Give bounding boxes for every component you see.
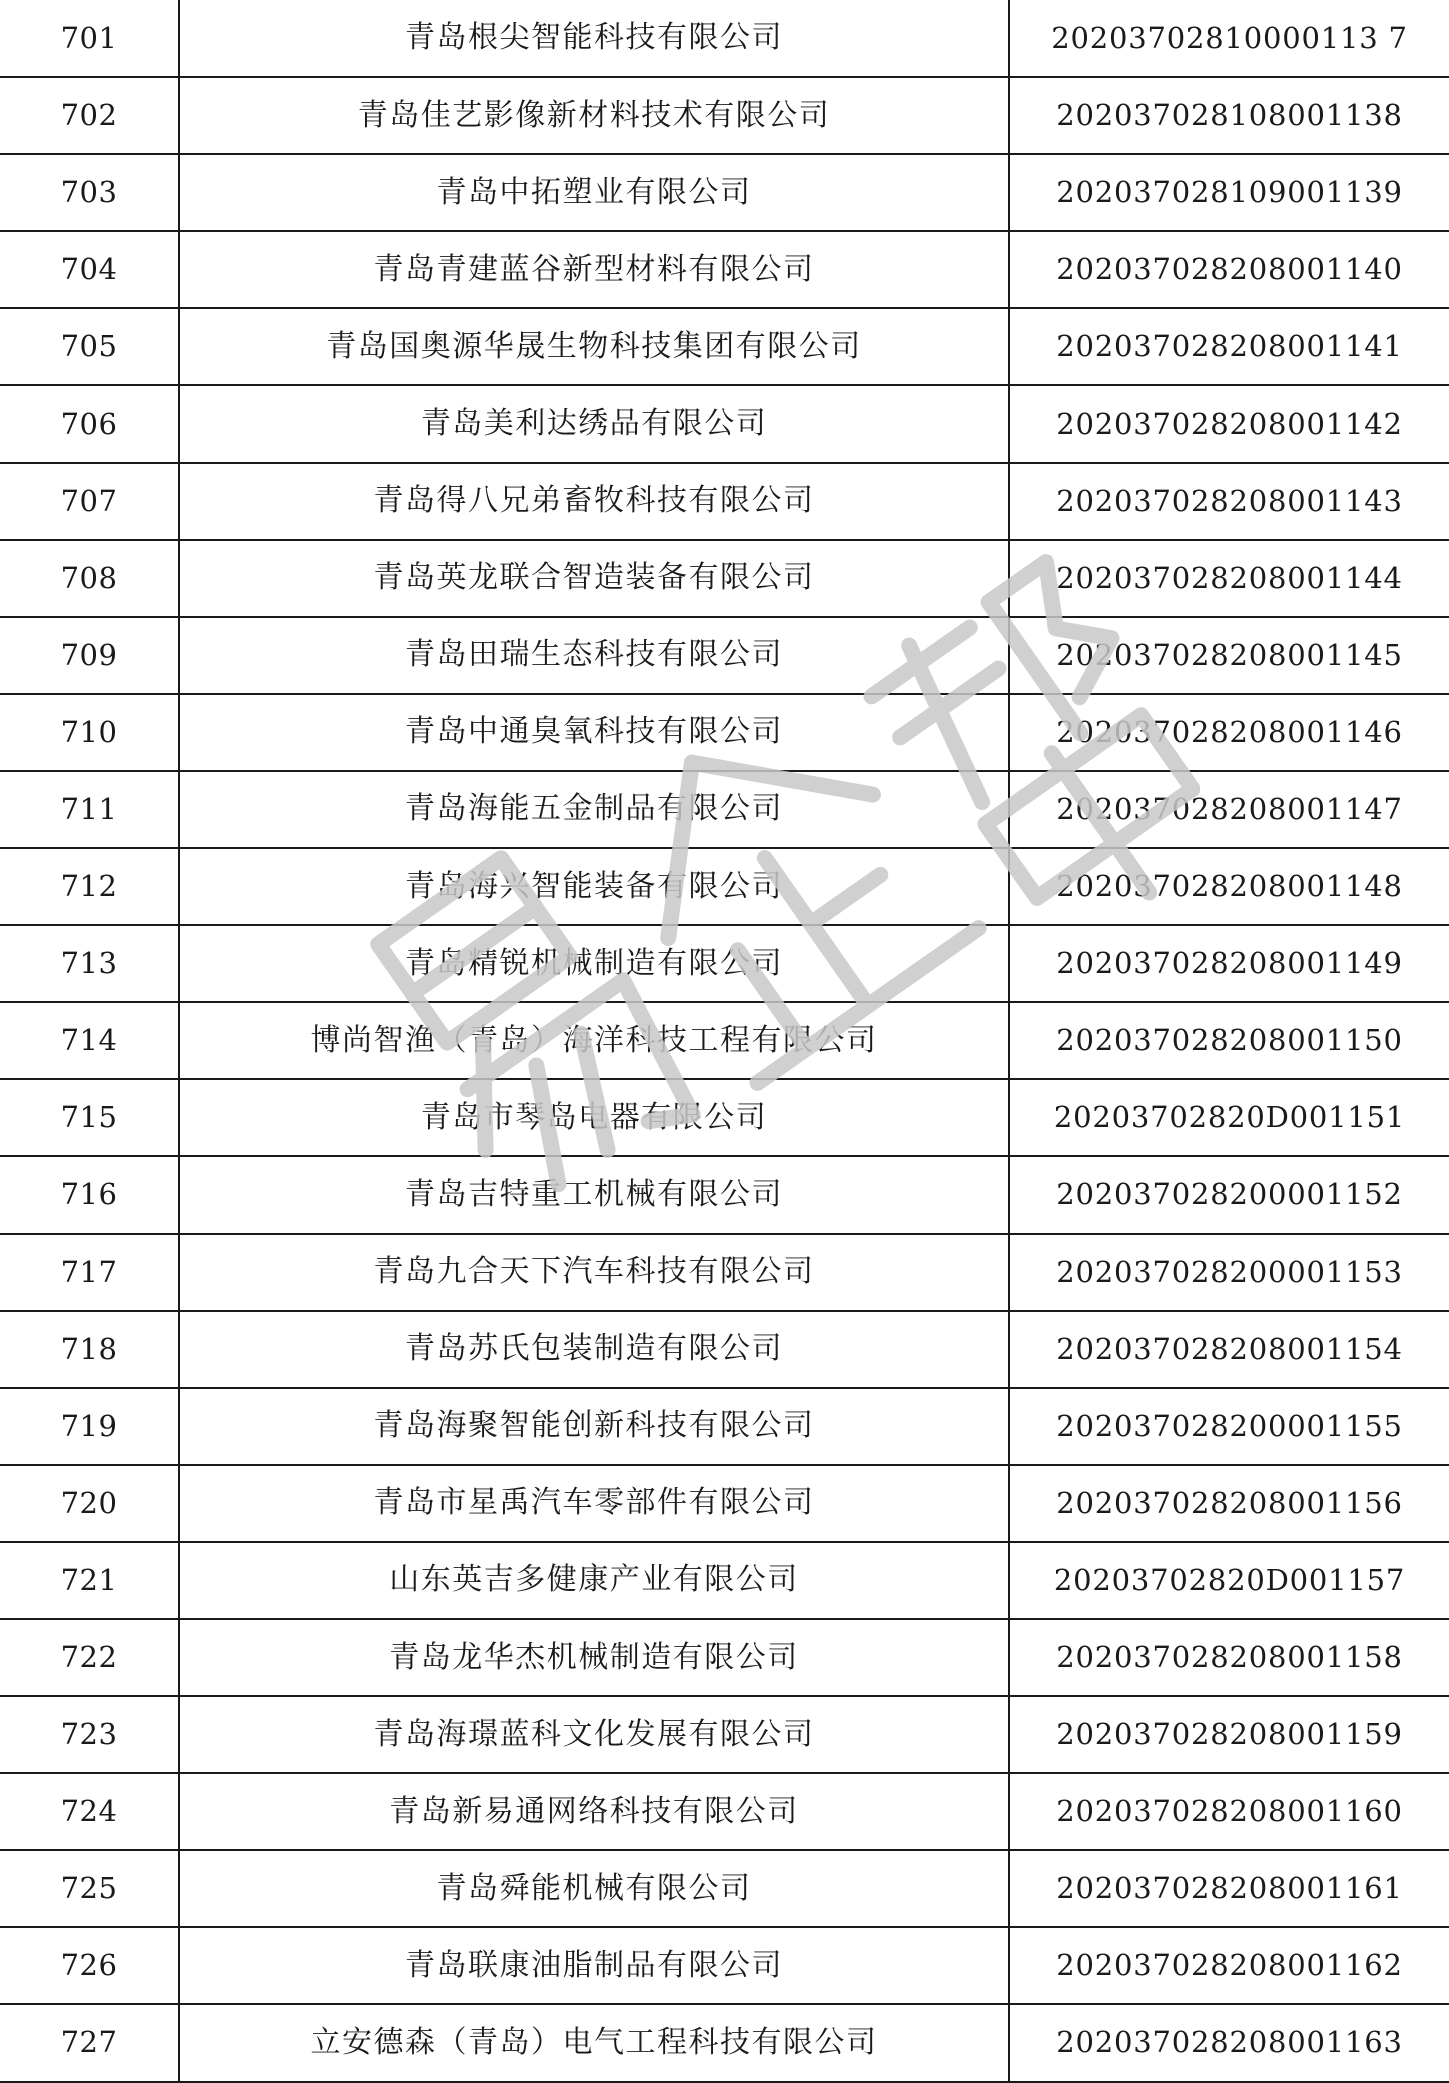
- row-number-cell: 721: [0, 1542, 179, 1619]
- company-name-cell: 青岛新易通网络科技有限公司: [179, 1773, 1009, 1850]
- table-row: [0, 617, 1449, 694]
- table-row: [0, 463, 1449, 540]
- registration-code-cell: 202037028208001149: [1009, 925, 1449, 1002]
- registration-code-cell: 202037028208001163: [1009, 2004, 1449, 2081]
- table-row: [0, 1927, 1449, 2004]
- registration-code-cell: 202037028208001156: [1009, 1465, 1449, 1542]
- company-name-cell: 青岛海璟蓝科文化发展有限公司: [179, 1696, 1009, 1773]
- table-row: [0, 1311, 1449, 1388]
- row-number-cell: 714: [0, 1002, 179, 1079]
- registration-code-cell: 202037028208001161: [1009, 1850, 1449, 1927]
- table-row: [0, 771, 1449, 848]
- company-name-cell: 青岛市琴岛电器有限公司: [179, 1079, 1009, 1156]
- registration-code-cell: 202037028208001146: [1009, 694, 1449, 771]
- registration-code-cell: 202037028208001154: [1009, 1311, 1449, 1388]
- row-number-cell: 720: [0, 1465, 179, 1542]
- registration-code-cell: 202037028208001140: [1009, 231, 1449, 308]
- table-row: [0, 1388, 1449, 1465]
- company-name-cell: 青岛中拓塑业有限公司: [179, 154, 1009, 231]
- row-number-cell: 707: [0, 463, 179, 540]
- row-number-cell: 718: [0, 1311, 179, 1388]
- row-number-cell: 708: [0, 540, 179, 617]
- company-name-cell: 青岛美利达绣品有限公司: [179, 385, 1009, 462]
- table-row: [0, 1850, 1449, 1927]
- table-row: [0, 1234, 1449, 1311]
- registration-code-cell: 202037028208001159: [1009, 1696, 1449, 1773]
- company-name-cell: 青岛吉特重工机械有限公司: [179, 1156, 1009, 1233]
- registration-code-cell: 202037028208001142: [1009, 385, 1449, 462]
- company-name-cell: 立安德森（青岛）电气工程科技有限公司: [179, 2004, 1009, 2081]
- registration-code-cell: 202037028208001141: [1009, 308, 1449, 385]
- company-name-cell: 青岛得八兄弟畜牧科技有限公司: [179, 463, 1009, 540]
- row-number-cell: 715: [0, 1079, 179, 1156]
- registration-code-cell: 20203702810000113 7: [1009, 0, 1449, 77]
- table-row: [0, 77, 1449, 154]
- company-name-cell: 青岛精锐机械制造有限公司: [179, 925, 1009, 1002]
- registration-code-cell: 202037028108001138: [1009, 77, 1449, 154]
- company-name-cell: 青岛佳艺影像新材料技术有限公司: [179, 77, 1009, 154]
- row-number-cell: 726: [0, 1927, 179, 2004]
- company-name-cell: 青岛海兴智能装备有限公司: [179, 848, 1009, 925]
- row-number-cell: 722: [0, 1619, 179, 1696]
- table-row: [0, 1696, 1449, 1773]
- registration-code-cell: 202037028200001152: [1009, 1156, 1449, 1233]
- table-row: [0, 1542, 1449, 1619]
- company-name-cell: 青岛田瑞生态科技有限公司: [179, 617, 1009, 694]
- row-number-cell: 710: [0, 694, 179, 771]
- table-row: [0, 694, 1449, 771]
- row-number-cell: 727: [0, 2004, 179, 2081]
- row-number-cell: 705: [0, 308, 179, 385]
- registration-code-cell: 202037028208001147: [1009, 771, 1449, 848]
- table-row: [0, 1773, 1449, 1850]
- row-number-cell: 712: [0, 848, 179, 925]
- company-name-cell: 青岛舜能机械有限公司: [179, 1850, 1009, 1927]
- row-number-cell: 719: [0, 1388, 179, 1465]
- table-row: [0, 1079, 1449, 1156]
- registration-code-cell: 202037028208001150: [1009, 1002, 1449, 1079]
- registration-code-cell: 202037028200001155: [1009, 1388, 1449, 1465]
- table-row: [0, 308, 1449, 385]
- row-number-cell: 717: [0, 1234, 179, 1311]
- registration-code-cell: 20203702820D001151: [1009, 1079, 1449, 1156]
- row-number-cell: 724: [0, 1773, 179, 1850]
- row-number-cell: 725: [0, 1850, 179, 1927]
- table-row: [0, 1002, 1449, 1079]
- table-row: [0, 925, 1449, 1002]
- row-number-cell: 703: [0, 154, 179, 231]
- company-name-cell: 青岛青建蓝谷新型材料有限公司: [179, 231, 1009, 308]
- company-name-cell: 青岛海聚智能创新科技有限公司: [179, 1388, 1009, 1465]
- registration-code-cell: 202037028109001139: [1009, 154, 1449, 231]
- table-row: [0, 1156, 1449, 1233]
- company-name-cell: 青岛海能五金制品有限公司: [179, 771, 1009, 848]
- table-row: [0, 2004, 1449, 2081]
- row-number-cell: 709: [0, 617, 179, 694]
- registration-code-cell: 202037028208001145: [1009, 617, 1449, 694]
- registration-code-cell: 202037028208001158: [1009, 1619, 1449, 1696]
- row-number-cell: 716: [0, 1156, 179, 1233]
- table-row: [0, 231, 1449, 308]
- row-number-cell: 706: [0, 385, 179, 462]
- row-number-cell: 701: [0, 0, 179, 77]
- row-number-cell: 713: [0, 925, 179, 1002]
- registration-code-cell: 202037028208001162: [1009, 1927, 1449, 2004]
- registration-code-cell: 202037028208001148: [1009, 848, 1449, 925]
- company-name-cell: 青岛中通臭氧科技有限公司: [179, 694, 1009, 771]
- company-name-cell: 青岛市星禹汽车零部件有限公司: [179, 1465, 1009, 1542]
- table-row: [0, 540, 1449, 617]
- table-row: [0, 1465, 1449, 1542]
- table-row: [0, 154, 1449, 231]
- table-row: [0, 848, 1449, 925]
- registration-code-cell: 202037028208001160: [1009, 1773, 1449, 1850]
- registration-code-cell: 202037028208001143: [1009, 463, 1449, 540]
- registration-code-cell: 202037028200001153: [1009, 1234, 1449, 1311]
- company-name-cell: 青岛九合天下汽车科技有限公司: [179, 1234, 1009, 1311]
- row-number-cell: 711: [0, 771, 179, 848]
- row-number-cell: 723: [0, 1696, 179, 1773]
- row-number-cell: 702: [0, 77, 179, 154]
- company-name-cell: 青岛龙华杰机械制造有限公司: [179, 1619, 1009, 1696]
- registration-code-cell: 20203702820D001157: [1009, 1542, 1449, 1619]
- registration-code-cell: 202037028208001144: [1009, 540, 1449, 617]
- company-name-cell: 青岛英龙联合智造装备有限公司: [179, 540, 1009, 617]
- company-name-cell: 博尚智渔（青岛）海洋科技工程有限公司: [179, 1002, 1009, 1079]
- company-name-cell: 青岛根尖智能科技有限公司: [179, 0, 1009, 77]
- table-row: [0, 0, 1449, 77]
- table-row: [0, 1619, 1449, 1696]
- company-name-cell: 青岛苏氏包装制造有限公司: [179, 1311, 1009, 1388]
- company-name-cell: 山东英吉多健康产业有限公司: [179, 1542, 1009, 1619]
- company-name-cell: 青岛联康油脂制品有限公司: [179, 1927, 1009, 2004]
- company-name-cell: 青岛国奥源华晟生物科技集团有限公司: [179, 308, 1009, 385]
- row-number-cell: 704: [0, 231, 179, 308]
- table-row: [0, 385, 1449, 462]
